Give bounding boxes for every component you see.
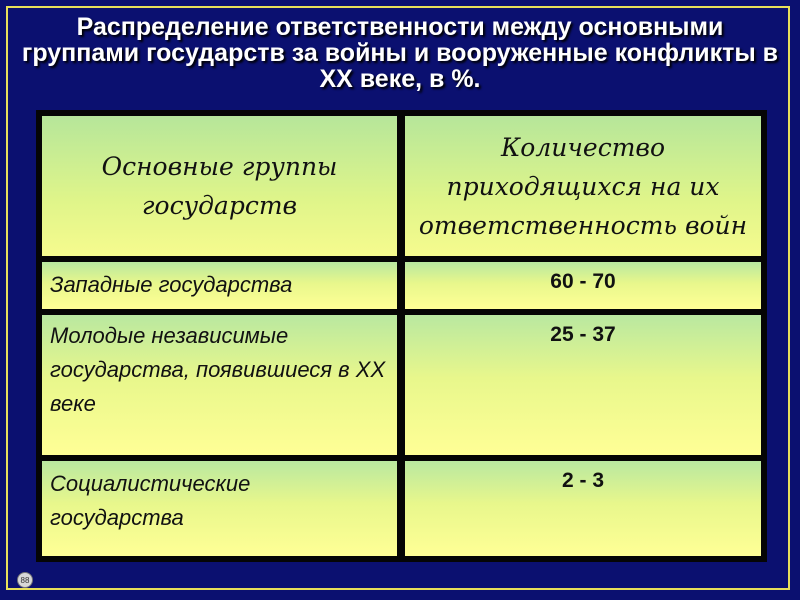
row-label: Социалистические государства	[50, 471, 251, 530]
responsibility-table	[36, 110, 767, 562]
row-value: 60 - 70	[550, 270, 616, 293]
row-label: Западные государства	[50, 272, 293, 297]
page-number-badge: 88	[17, 572, 33, 588]
row-value: 2 - 3	[561, 469, 605, 492]
header-wars-label: Количество приходящихся на их ответственность войн	[418, 132, 748, 240]
table-row-western-value-cell	[405, 262, 761, 309]
header-cell-wars	[405, 116, 761, 256]
row-label: Молодые независимые государства, появившиеся в XX веке	[50, 323, 386, 416]
header-groups-label: Основные группы государств	[101, 152, 338, 220]
table-row-young-value-cell	[405, 315, 761, 455]
table-row-socialist-label-cell	[42, 461, 397, 556]
table-row-young-label-cell	[42, 315, 397, 455]
table-row-western-label-cell	[42, 262, 397, 309]
header-cell-groups	[42, 116, 397, 256]
slide-title: Распределение ответственности между основными группами государств за войны и вооруженные конфликты в XX веке, в %.	[21, 13, 779, 93]
table-row-socialist-value-cell	[405, 461, 761, 556]
row-value: 25 - 37	[550, 323, 616, 346]
